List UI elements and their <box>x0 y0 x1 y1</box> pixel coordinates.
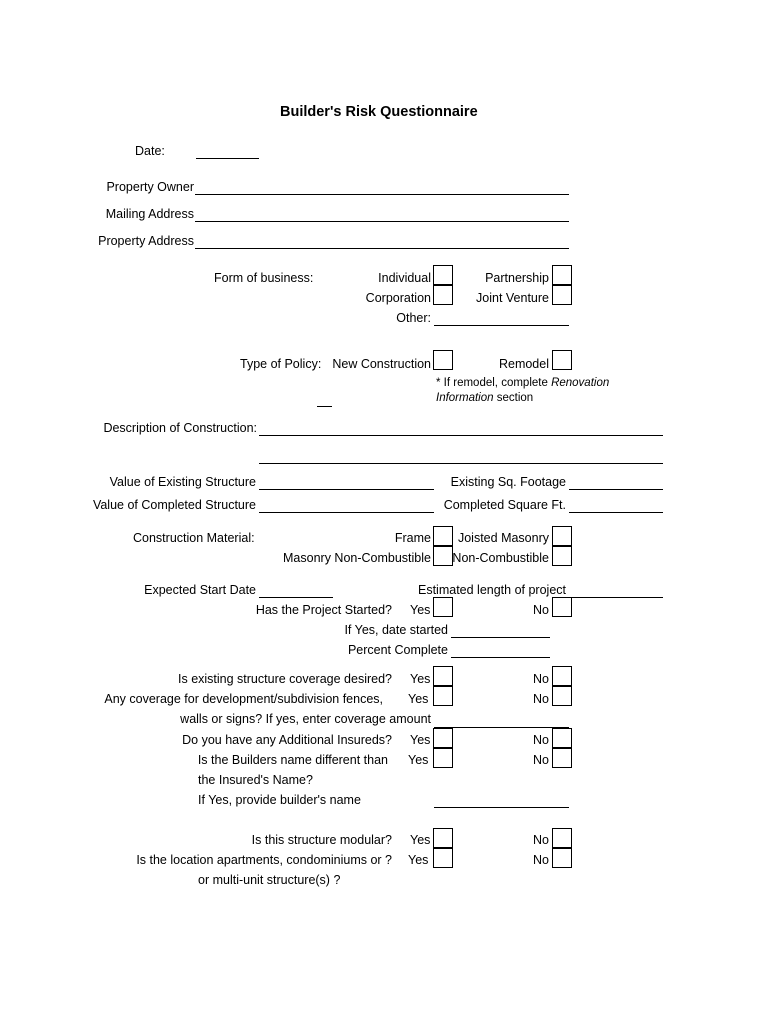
fences-yes-checkbox[interactable] <box>433 686 453 706</box>
description-field-2[interactable] <box>259 463 663 464</box>
frame-label: Frame <box>394 531 431 545</box>
apartments-label-1: Is the location apartments, condominiums or ? <box>136 853 392 867</box>
date-label: Date: <box>135 144 165 158</box>
joisted-masonry-label: Joisted Masonry <box>457 531 549 545</box>
value-completed-label: Value of Completed Structure <box>92 498 256 512</box>
material-label: Construction Material: <box>133 531 255 545</box>
builder-diff-yes-checkbox[interactable] <box>433 748 453 768</box>
modular-yes-label: Yes <box>410 833 431 847</box>
other-field[interactable] <box>434 325 569 326</box>
additional-insureds-yes-checkbox[interactable] <box>433 728 453 748</box>
joisted-masonry-checkbox[interactable] <box>552 526 572 546</box>
new-construction-label: New Construction <box>332 357 431 371</box>
coverage-amount-field[interactable] <box>434 727 569 728</box>
mailing-address-field[interactable] <box>195 221 569 222</box>
corporation-checkbox[interactable] <box>433 285 453 305</box>
description-field-1[interactable] <box>259 435 663 436</box>
project-started-label: Has the Project Started? <box>255 603 392 617</box>
fences-label-2: walls or signs? If yes, enter coverage amount <box>180 712 431 726</box>
percent-complete-field[interactable] <box>451 657 550 658</box>
frame-checkbox[interactable] <box>433 526 453 546</box>
completed-sqft-field[interactable] <box>569 512 663 513</box>
builder-name-label: If Yes, provide builder's name <box>198 793 361 807</box>
existing-coverage-no-checkbox[interactable] <box>552 666 572 686</box>
fences-no-label: No <box>533 692 549 706</box>
remodel-label: Remodel <box>498 357 549 371</box>
masonry-noncomb-checkbox[interactable] <box>433 546 453 566</box>
project-started-no-label: No <box>533 603 549 617</box>
builder-diff-label-1: Is the Builders name different than <box>197 753 388 767</box>
project-started-no-checkbox[interactable] <box>552 597 572 617</box>
fences-yes-label: Yes <box>408 692 429 706</box>
value-completed-field[interactable] <box>259 512 434 513</box>
property-owner-field[interactable] <box>195 194 569 195</box>
value-existing-field[interactable] <box>259 489 434 490</box>
builder-name-field[interactable] <box>434 807 569 808</box>
mailing-address-label: Mailing Address <box>105 207 194 221</box>
remodel-note-line-2: Information section <box>436 392 534 404</box>
builder-diff-no-label: No <box>533 753 549 767</box>
existing-sqft-label: Existing Sq. Footage <box>450 475 566 489</box>
value-existing-label: Value of Existing Structure <box>109 475 256 489</box>
apartments-label-2: or multi-unit structure(s) ? <box>198 873 341 887</box>
date-field[interactable] <box>196 158 259 159</box>
corporation-label: Corporation <box>365 291 431 305</box>
builder-diff-no-checkbox[interactable] <box>552 748 572 768</box>
masonry-noncomb-label: Masonry Non-Combustible <box>283 551 431 565</box>
joint-venture-checkbox[interactable] <box>552 285 572 305</box>
joint-venture-label: Joint Venture <box>476 291 549 305</box>
policy-label: Type of Policy: <box>240 357 322 371</box>
modular-yes-checkbox[interactable] <box>433 828 453 848</box>
fences-label-1: Any coverage for development/subdivision fences, <box>104 692 383 706</box>
partnership-label: Partnership <box>485 271 549 285</box>
description-label: Description of Construction: <box>103 421 257 435</box>
divider-mark <box>317 406 332 407</box>
apartments-yes-label: Yes <box>408 853 429 867</box>
property-owner-label: Property Owner <box>106 180 194 194</box>
apartments-no-checkbox[interactable] <box>552 848 572 868</box>
builder-diff-label-2: the Insured's Name? <box>198 773 313 787</box>
existing-sqft-field[interactable] <box>569 489 663 490</box>
existing-coverage-yes-checkbox[interactable] <box>433 666 453 686</box>
other-label: Other: <box>396 311 431 325</box>
est-length-field[interactable] <box>566 597 663 598</box>
partnership-checkbox[interactable] <box>552 265 572 285</box>
additional-insureds-no-checkbox[interactable] <box>552 728 572 748</box>
additional-insureds-no-label: No <box>533 733 549 747</box>
individual-checkbox[interactable] <box>433 265 453 285</box>
start-date-field[interactable] <box>259 597 333 598</box>
modular-no-checkbox[interactable] <box>552 828 572 848</box>
date-started-label: If Yes, date started <box>344 623 448 637</box>
new-construction-checkbox[interactable] <box>433 350 453 370</box>
additional-insureds-yes-label: Yes <box>410 733 431 747</box>
apartments-yes-checkbox[interactable] <box>433 848 453 868</box>
property-address-label: Property Address <box>98 234 194 248</box>
modular-label: Is this structure modular? <box>251 833 392 847</box>
project-started-yes-checkbox[interactable] <box>433 597 453 617</box>
modular-no-label: No <box>533 833 549 847</box>
noncomb-label: Non-Combustible <box>452 551 549 565</box>
est-length-label: Estimated length of project <box>418 583 566 597</box>
fences-no-checkbox[interactable] <box>552 686 572 706</box>
builder-diff-yes-label: Yes <box>408 753 429 767</box>
remodel-checkbox[interactable] <box>552 350 572 370</box>
existing-coverage-yes-label: Yes <box>410 672 431 686</box>
noncomb-checkbox[interactable] <box>552 546 572 566</box>
start-date-label: Expected Start Date <box>144 583 256 597</box>
percent-complete-label: Percent Complete <box>347 643 448 657</box>
project-started-yes-label: Yes <box>410 603 431 617</box>
apartments-no-label: No <box>533 853 549 867</box>
business-label: Form of business: <box>214 271 314 285</box>
additional-insureds-label: Do you have any Additional Insureds? <box>182 733 392 747</box>
existing-coverage-no-label: No <box>533 672 549 686</box>
individual-label: Individual <box>378 271 431 285</box>
completed-sqft-label: Completed Square Ft. <box>443 498 566 512</box>
remodel-note-line-1: * If remodel, complete Renovation <box>436 377 610 389</box>
property-address-field[interactable] <box>195 248 569 249</box>
form-title: Builder's Risk Questionnaire <box>280 104 478 120</box>
existing-coverage-label: Is existing structure coverage desired? <box>178 672 392 686</box>
date-started-field[interactable] <box>451 637 550 638</box>
